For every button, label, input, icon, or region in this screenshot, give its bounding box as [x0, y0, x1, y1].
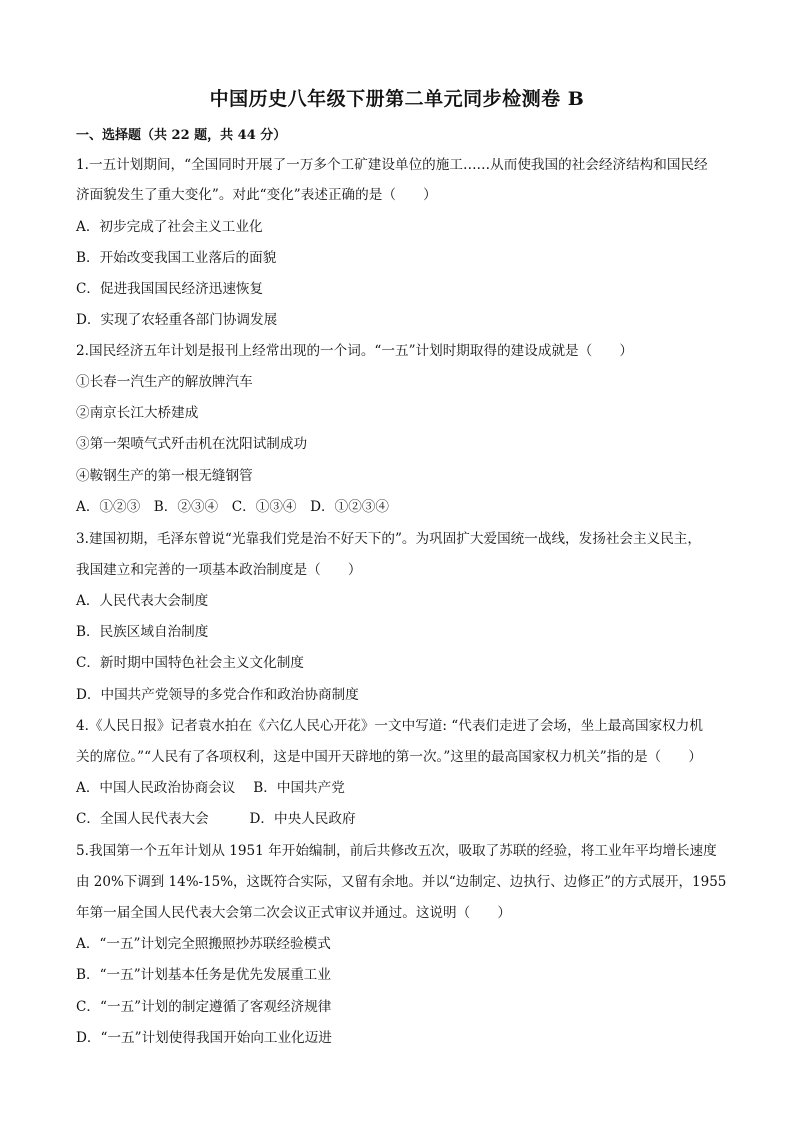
- q3-stem-line2: 我国建立和完善的一项基本政治制度是（ ）: [76, 562, 362, 578]
- q1-option-a: A．初步完成了社会主义工业化: [76, 219, 263, 235]
- q4-options-cd: C．全国人民代表大会 D．中央人民政府: [76, 811, 356, 827]
- q5-option-a: A．“一五”计划完全照搬照抄苏联经验模式: [76, 936, 331, 952]
- q1-option-b: B．开始改变我国工业落后的面貌: [76, 250, 277, 266]
- q2-stem-line1: 2.国民经济五年计划是报刊上经常出现的一个词。“一五”计划时期取得的建设成就是（ ）: [76, 343, 634, 359]
- q1-option-c: C．促进我国国民经济迅速恢复: [76, 281, 264, 297]
- q5-option-c: C．“一五”计划的制定遵循了客观经济规律: [76, 999, 332, 1015]
- q1-option-d: D．实现了农轻重各部门协调发展: [76, 312, 278, 328]
- q4-options-ab: A．中国人民政治协商会议 B．中国共产党: [76, 780, 345, 796]
- q4-stem-line1: 4.《人民日报》记者袁水拍在《六亿人民心开花》一文中写道: “代表们走进了会场，坐上最高国家权力机: [76, 718, 703, 734]
- q3-option-b: B．民族区域自治制度: [76, 624, 209, 640]
- q5-stem-line2: 由 20%下调到 14%-15%，这既符合实际，又留有余地。并以“边制定、边执行、边修正”的方式展开，1955: [76, 874, 727, 890]
- q5-stem-line3: 年第一届全国人民代表大会第二次会议正式审议并通过。这说明（ ）: [76, 905, 511, 921]
- q1-stem-line1: 1.一五计划期间，“全国同时开展了一万多个工矿建设单位的施工……从而使我国的社会经济结构和国民经: [76, 157, 708, 173]
- q2-item-4: ④鞍钢生产的第一根无缝钢管: [76, 468, 253, 484]
- page-title: 中国历史八年级下册第二单元同步检测卷 B: [209, 88, 585, 110]
- q2-item-3: ③第一架喷气式歼击机在沈阳试制成功: [76, 436, 308, 452]
- q4-stem-line2: 关的席位。”“人民有了各项权利，这是中国开天辟地的第一次。”这里的最高国家权力机关”指的是（ ）: [76, 749, 702, 765]
- q3-option-d: D．中国共产党领导的多党合作和政治协商制度: [76, 687, 359, 703]
- q5-option-d: D．“一五”计划使得我国开始向工业化迈进: [76, 1030, 332, 1046]
- q5-option-b: B．“一五”计划基本任务是优先发展重工业: [76, 967, 331, 983]
- q2-item-1: ①长春一汽生产的解放牌汽车: [76, 374, 253, 390]
- q3-stem-line1: 3.建国初期，毛泽东曾说“光靠我们党是治不好天下的”。为巩固扩大爱国统一战线，发扬社会主义民主，: [76, 531, 701, 547]
- q1-stem-line2: 济面貌发生了重大变化”。对此“变化”表述正确的是（ ）: [76, 187, 437, 203]
- q5-stem-line1: 5.我国第一个五年计划从 1951 年开始编制，前后共修改五次，吸取了苏联的经验，将工业年平均增长速度: [76, 843, 717, 859]
- q2-item-2: ②南京长江大桥建成: [76, 405, 199, 421]
- q3-option-c: C．新时期中国特色社会主义文化制度: [76, 655, 304, 671]
- q2-options: A．①②③ B．②③④ C．①③④ D．①②③④: [76, 499, 389, 515]
- section-heading: 一、选择题（共 22 题，共 44 分）: [76, 128, 287, 143]
- q3-option-a: A．人民代表大会制度: [76, 593, 209, 609]
